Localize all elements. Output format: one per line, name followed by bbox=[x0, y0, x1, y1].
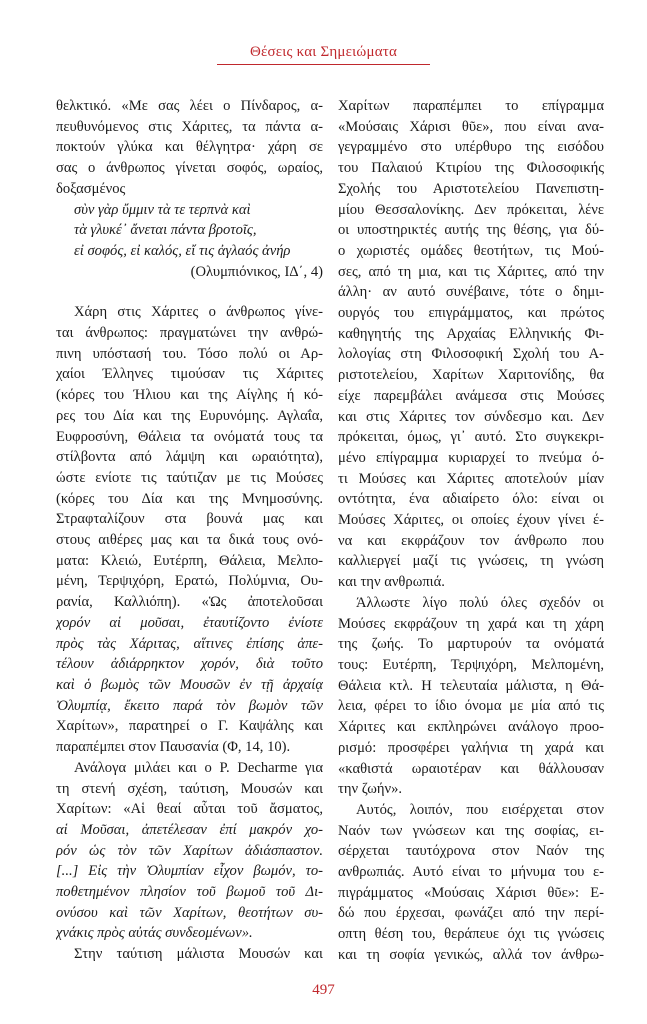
text-line: (κόρες του Ήλιου και της Αίγλης ή κό- bbox=[56, 387, 323, 404]
text-line: στίλβοντα από λάμψη και ωραιότητα), bbox=[56, 449, 323, 466]
text-line: την ζωήν». bbox=[338, 781, 403, 798]
text-line: [...] Εἰς τὴν Ὀλυμπίαν εἶχον βωμόν, το- bbox=[56, 863, 323, 880]
text-line: στους αιθέρες μας και τα δικά τους ονό- bbox=[56, 532, 323, 549]
text-line: λεια, φέρει το ίδιο όνομα με μία από τις bbox=[338, 698, 604, 715]
text-line: σέρχεται ταυτόχρονα στον Ναόν της bbox=[338, 843, 604, 860]
text-line: ρες του Δία και της Ευρυνόμης. Αγλαΐα, bbox=[56, 407, 323, 424]
text-line: χαίοι Έλληνες τιμούσαν τις Χάριτες bbox=[56, 366, 323, 383]
text-line: πρὸς τὰς Χάριτας, αἵτινες ἐπίσης ἀπε- bbox=[56, 635, 323, 652]
text-line: ονύσου καὶ τῶν Χαρίτων, θεοτήτων συ- bbox=[56, 904, 323, 921]
text-line: Θάλεια κτλ. Η τελευταία μάλιστα, η Θά- bbox=[338, 677, 604, 694]
text-line: ται άνθρωπος: πραγματώνει την ανθρώ- bbox=[56, 325, 323, 342]
text-line: «Μούσαις Χάρισι θῦε», που είναι ανα- bbox=[338, 118, 604, 135]
text-line: Μούσες Χάριτες, οι οποίες έχουν γίνει έ- bbox=[338, 512, 604, 529]
text-line: εἰ σοφός, εἰ καλός, εἴ τις ἀγλαός ἀνήρ bbox=[74, 242, 291, 259]
text-line: οπτη θέση του, θεράπευε όχι τις γνώσεις bbox=[338, 926, 604, 943]
text-line: μίου Θεσσαλονίκης. Δεν πρόκειται, λένε bbox=[338, 201, 604, 218]
text-line: ο χωριστές ομάδες θεοτήτων, τις Μού- bbox=[338, 242, 604, 259]
text-line: Χάριτες και εκπληρώνει ανάλογο προο- bbox=[338, 719, 604, 736]
text-line: ματα: Κλειώ, Ευτέρπη, Θάλεια, Μελπο- bbox=[56, 552, 323, 569]
text-line: να και εκφράζουν τον άνθρωπο που bbox=[338, 532, 604, 549]
right-column bbox=[338, 96, 604, 966]
text-line: ουργός του επιγράμματος, και πρώτος bbox=[338, 305, 604, 322]
text-line: και την ανθρωπιά. bbox=[338, 574, 445, 591]
text-line: σὺν γὰρ ὔμμιν τὰ τε τερπνὰ καὶ bbox=[74, 201, 251, 218]
text-line: μένο επίγραμμα κυριαρχεί το πνεύμα ό- bbox=[338, 449, 604, 466]
text-line: σες, από τη μια, και τις Χάριτες, από την bbox=[338, 263, 604, 280]
text-line: Ὀλυμπίᾳ, ἔκειτο παρά τὸν βωμὸν τῶν bbox=[56, 697, 323, 714]
text-line: ρανία, Καλλιόπη). «Ὡς ἀποτελοῦσαι bbox=[56, 594, 323, 611]
text-line: οντότητα, ένα αδιαίρετο όλο: είναι οι bbox=[338, 491, 604, 508]
text-line: οι υποστηρικτές αυτής της θέσης, για δύ- bbox=[338, 222, 604, 239]
text-line: της ζωής. Το μαρτυρούν τα ονόματά bbox=[338, 636, 604, 653]
text-line: Ευφροσύνη, Θάλεια τα ονόματά τους τα bbox=[56, 428, 323, 445]
page-number: 497 bbox=[312, 982, 335, 998]
text-line: Άλλωστε λίγο πολύ όλες σχεδόν οι bbox=[356, 594, 604, 611]
text-line: Στραφταλίζουν στα βουνά μας και bbox=[56, 511, 323, 528]
text-line: πινη υπόστασή του. Τόσο πολύ οι Αρ- bbox=[56, 345, 323, 362]
text-line: Ανάλογα μιλάει και ο P. Decharme για bbox=[74, 759, 323, 776]
text-line: Χάρη στις Χάριτες ο άνθρωπος γίνε- bbox=[74, 304, 323, 321]
left-column bbox=[56, 96, 323, 965]
text-line: χνάκις πρὸς αὐτάς συνδεομένων». bbox=[56, 925, 253, 942]
text-line: τι Μούσες και Χάριτες αποτελούν μίαν bbox=[338, 470, 604, 487]
text-line: δώ που έρχεσαι, φωνάζει από την περί- bbox=[338, 905, 604, 922]
text-line: (κόρες του Δία και της Μνημοσύνης. bbox=[56, 490, 323, 507]
text-line: «καθιστά ωραιοτέραν και θάλλουσαν bbox=[338, 760, 604, 777]
running-head-rule bbox=[217, 64, 430, 65]
text-line: ανθρωπιάς. Αυτό είναι το μήνυμα του ε- bbox=[338, 864, 604, 881]
text-line: μένη, Τερψιχόρη, Ερατώ, Πολύμνια, Ου- bbox=[56, 573, 323, 590]
text-line: Μούσες εκφράζουν τη χαρά και τη χάρη bbox=[338, 615, 604, 632]
text-line: τέλουν ἀδιάρρηκτον χορόν, διὰ τοῦτο bbox=[56, 656, 323, 673]
text-line: σας ο άνθρωπος γίνεται σοφός, ωραίος, bbox=[56, 160, 323, 177]
text-line: δοξασμένος bbox=[56, 180, 126, 197]
paragraph-gap bbox=[56, 282, 323, 302]
text-line: Ναόν των γνώσεων και της σοφίας, ει- bbox=[338, 822, 604, 839]
text-line: ποθετημένον πλησίον τοῦ βωμοῦ τοῦ Δι- bbox=[56, 884, 323, 901]
text-line: άλλη· αν αυτό συνέβαινε, τότε ο δημι- bbox=[338, 284, 604, 301]
text-line: καὶ ὁ βωμὸς τῶν Μουσῶν ἐν τῇ ἀρχαίᾳ bbox=[56, 676, 323, 693]
text-line: λολογίας στη Φιλοσοφική Σχολή του Α- bbox=[338, 346, 604, 363]
text-line: και στις Χάριτες τον σύνδεσμο και. Δεν bbox=[338, 408, 604, 425]
text-line: Χαρίτων παραπέμπει το επίγραμμα bbox=[338, 98, 604, 114]
text-line: πιγράμματος «Μούσαις Χάρισι θῦε»: Ε- bbox=[338, 884, 604, 901]
text-line: του Παλαιού Κτιρίου της Φιλοσοφικής bbox=[338, 160, 604, 177]
text-line: Χαρίτων: «Αἱ θεαί αὗται τοῦ ἄσματος, bbox=[56, 801, 323, 818]
text-line: ποκτούν γλύκα και θέλγητρα· χάρη σε bbox=[56, 139, 323, 156]
text-line: και τη σοφία γενικώς, αλλά τον άνθρω- bbox=[338, 946, 604, 963]
text-line: τὰ γλυκέ᾽ ἄνεται πάντα βροτοῖς, bbox=[74, 222, 257, 239]
text-line: χορόν αἱ μοῦσαι, ἐταυτίζοντο ἐνίοτε bbox=[56, 614, 323, 631]
text-line: γεγραμμένο στο υπέρθυρο της εισόδου bbox=[338, 139, 604, 156]
text-line: Στην ταύτιση μάλιστα Μουσών και bbox=[74, 946, 323, 963]
text-line: τους: Ευτέρπη, Τερψιχόρη, Μελπομένη, bbox=[338, 656, 604, 673]
text-line: καλλιεργεί μαζί τις γνώσεις, τη γνώση bbox=[338, 553, 604, 570]
text-line: ώστε ενίοτε τις ταύτιζαν με τις Μούσες bbox=[56, 469, 323, 486]
running-head: Θέσεις και Σημειώματα bbox=[249, 44, 398, 60]
text-line: Σχολής του Αριστοτελείου Πανεπιστη- bbox=[338, 180, 604, 197]
text-line: παραπέμπει στον Παυσανία (Φ, 14, 10). bbox=[56, 739, 291, 756]
text-line: τη στενή σχέση, ταύτιση, Μουσών και bbox=[56, 780, 323, 797]
text-line: ριστοτελείου, Χαρίτων Χαριτονίδης, θα bbox=[338, 367, 604, 384]
text-line: ρισμό: προσφέρει γαλήνια τη χαρά και bbox=[338, 739, 604, 756]
text-line: ρόν ὡς τὸν τῶν Χαρίτων ἀδιάσπαστον. bbox=[56, 842, 323, 859]
text-line: είχε παρεμβάλει ανάμεσα στις Μούσες bbox=[338, 387, 604, 404]
text-line: Χαρίτων», παρατηρεί ο Γ. Καψάλης και bbox=[56, 718, 323, 735]
text-line: (Ολυμπιόνικος, ΙΔ΄, 4) bbox=[190, 263, 323, 280]
text-line: πρόκειται, όμως, γι᾽ αυτό. Στο συγκεκρι- bbox=[338, 429, 604, 446]
text-line: Αυτός, λοιπόν, που εισέρχεται στον bbox=[356, 801, 604, 818]
text-line: αἱ Μοῦσαι, ἀπετέλεσαν ἐπί μακρόν χο- bbox=[56, 821, 323, 838]
text-line: πευθυνόμενος στις Χάριτες, τα πάντα α- bbox=[56, 118, 323, 135]
text-line: καθηγητής της Αρχαίας Ελληνικής Φι- bbox=[338, 325, 604, 342]
text-line: θελκτικό. «Με σας λέει ο Πίνδαρος, α- bbox=[56, 98, 323, 114]
